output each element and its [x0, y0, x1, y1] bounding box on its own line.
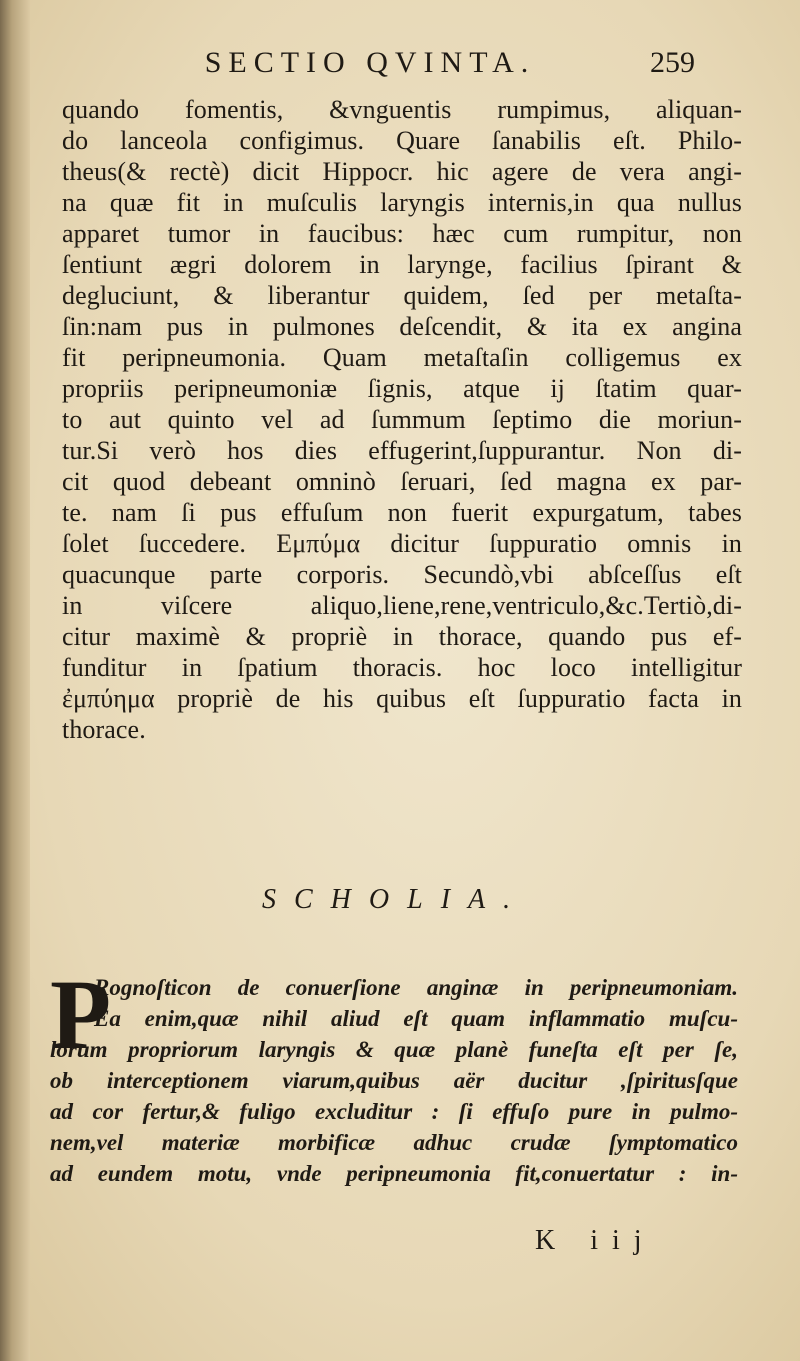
text-line: ſin:nam pus in pulmones deſcendit, & ita ex angina — [62, 312, 742, 341]
binding-gutter — [0, 0, 30, 1361]
text-line: ſolet ſuccedere. Εμπύμα dicitur ſuppuratio omnis in — [62, 529, 742, 558]
signature-mark: K iij — [535, 1225, 656, 1256]
text-line: te. nam ſi pus effuſum non fuerit expurgatum, tabes — [62, 498, 742, 527]
text-line: in viſcere aliquo,liene,rene,ventriculo,&c.Tertiò,di- — [62, 591, 742, 620]
scholia-line: Rognoſticon de conuerſione anginæ in peripneumoniam. — [94, 975, 738, 1000]
scholia-line: Ea enim,quæ nihil aliud eſt quam inflammatio muſcu- — [94, 1006, 738, 1031]
text-line: do lanceola configimus. Quare ſanabilis eſt. Philo- — [62, 126, 742, 155]
text-line: fit peripneumonia. Quam metaſtaſin colligemus ex — [62, 343, 742, 372]
scholia-heading: SCHOLIA. — [262, 884, 529, 915]
text-line: na quæ fit in muſculis laryngis internis,in qua nullus — [62, 188, 742, 217]
scholia-text-block — [50, 959, 738, 1189]
text-line: citur maximè & propriè in thorace, quando pus ef- — [62, 622, 742, 651]
text-line: tur.Si verò hos dies effugerint,ſuppurantur. Non di- — [62, 436, 742, 465]
text-line: ἐμπύημα propriè de his quibus eſt ſuppuratio facta in — [62, 684, 742, 713]
scholia-line: lorum propriorum laryngis & quæ planè funeſta eſt per ſe, — [50, 1037, 738, 1062]
text-line: to aut quinto vel ad ſummum ſeptimo die moriun- — [62, 405, 742, 434]
text-line: thorace. — [62, 715, 146, 744]
scholia-line: ad eundem motu, vnde peripneumonia fit,conuertatur : in- — [50, 1161, 738, 1186]
text-line: theus(& rectè) dicit Hippocr. hic agere de vera angi- — [62, 157, 742, 186]
text-line: degluciunt, & liberantur quidem, ſed per metaſta- — [62, 281, 742, 310]
running-title: SECTIO QVINTA. — [204, 46, 536, 79]
scholia-line: ob interceptionem viarum,quibus aër ducitur ,ſpiritusſque — [50, 1068, 738, 1093]
text-line: apparet tumor in faucibus: hæc cum rumpitur, non — [62, 219, 742, 248]
scholia-line: nem,vel materiæ morbificæ adhuc crudæ ſymptomatico — [50, 1130, 738, 1155]
text-line: propriis peripneumoniæ ſignis, atque ij ſtatim quar- — [62, 374, 742, 403]
scholia-line: ad cor fertur,& fuligo excluditur : ſi effuſo pure in pulmo- — [50, 1099, 738, 1124]
text-line: cit quod debeant omninò ſeruari, ſed magna ex par- — [62, 467, 742, 496]
drop-cap: P — [50, 959, 112, 1070]
text-line: funditur in ſpatium thoracis. hoc loco intelligitur — [62, 653, 742, 682]
page-number: 259 — [650, 46, 695, 79]
text-line: quacunque parte corporis. Secundò,vbi abſceſſus eſt — [62, 560, 742, 589]
text-line: quando fomentis, &vnguentis rumpimus, aliquan- — [62, 95, 742, 124]
text-line: ſentiunt ægri dolorem in larynge, facilius ſpirant & — [62, 250, 742, 279]
main-text-block — [62, 94, 742, 745]
